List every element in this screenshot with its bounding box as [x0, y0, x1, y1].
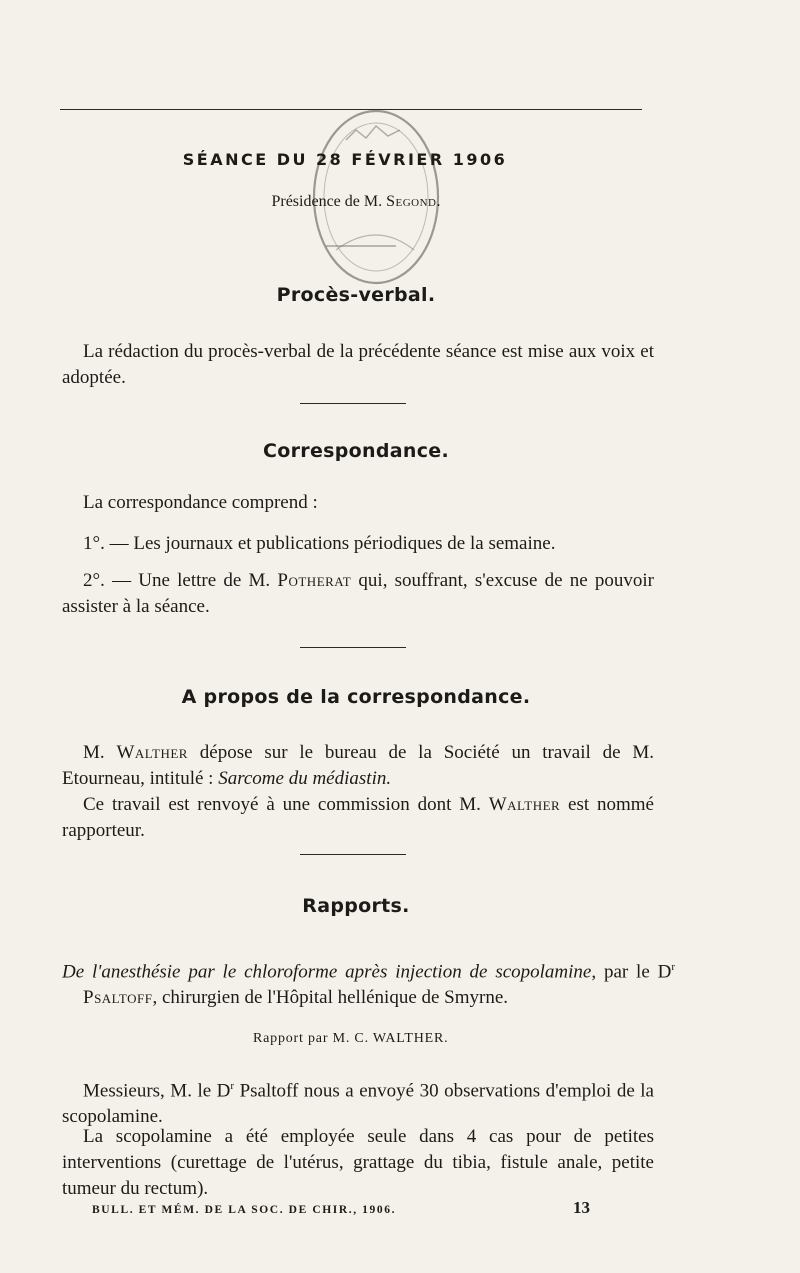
- work-title: Sarcome du médiastin.: [218, 768, 392, 789]
- presidence-prefix: Présidence de M.: [271, 193, 387, 210]
- section-title-rapports: Rapports.: [302, 895, 410, 917]
- correspondance-item-1: 1°. — Les journaux et publications périodiques de la semaine.: [83, 533, 556, 554]
- correspondance-item-2: [62, 568, 654, 620]
- report-title: De l'anesthésie par le chloroforme après injection de scopolamine,: [62, 961, 597, 983]
- rapport-p1-a: Messieurs, M. le D: [83, 1080, 231, 1102]
- a-propos-p2-name: Walther: [488, 794, 561, 815]
- folio-number: 13: [573, 1198, 590, 1217]
- proces-verbal-text: La rédaction du procès-verbal de la précédente séance est mise aux voix et adoptée.: [62, 341, 654, 388]
- section-title-correspondance: Correspondance.: [263, 440, 449, 462]
- a-propos-paragraph-2: [62, 792, 654, 844]
- report-author-name: Psaltoff: [83, 987, 153, 1009]
- section-title-proces-verbal: Procès-verbal.: [276, 284, 436, 306]
- a-propos-p2-a: Ce travail est renvoyé à une commission dont M.: [83, 794, 489, 815]
- item2-text-a: 2°. — Une lettre de M.: [83, 570, 278, 591]
- section-divider: [300, 854, 406, 855]
- section-divider: [300, 647, 406, 648]
- section-title-a-propos: A propos de la correspondance.: [181, 686, 531, 708]
- president-name: Segond: [386, 193, 437, 210]
- rapport-p1-b: Psaltoff nous a envoyé 30 observations d'emploi de la scopolamine.: [62, 1080, 654, 1128]
- a-propos-paragraph-1: [62, 740, 654, 792]
- report-title-block: [62, 954, 675, 1011]
- a-propos-p1-b: dépose sur le bureau de la Société un travail de M. Etourneau, intitulé :: [62, 742, 654, 789]
- report-by-a: par le D: [603, 961, 672, 983]
- item2-text-b: qui, souffrant, s'excuse de ne pouvoir assister à la séance.: [62, 570, 654, 617]
- seance-title: SÉANCE DU 28 FÉVRIER 1906: [182, 150, 508, 169]
- footer-citation: BULL. ET MÉM. DE LA SOC. DE CHIR., 1906.: [92, 1204, 397, 1216]
- a-propos-p2-b: est nommé rapporteur.: [62, 794, 654, 841]
- a-propos-p1-a: M.: [83, 742, 117, 763]
- report-by-sup: r: [671, 961, 675, 973]
- item2-name: Potherat: [277, 570, 352, 591]
- rapport-paragraph-2: La scopolamine a été employée seule dans 4 cas pour de petites interventions (curettage de l'utérus, grattage du tibia, fistule anale, petite tumeur du rectum).: [62, 1126, 654, 1199]
- correspondance-intro: La correspondance comprend :: [83, 492, 318, 513]
- report-by-b: , chirurgien de l'Hôpital hellénique de Smyrne.: [152, 987, 509, 1009]
- a-propos-p1-name: Walther: [116, 742, 188, 763]
- report-byline: Rapport par M. C. WALTHER.: [253, 1031, 449, 1046]
- presidence-line: [0, 193, 712, 211]
- rapport-paragraph-1: [62, 1073, 654, 1130]
- presidence-suffix: .: [436, 193, 441, 210]
- section-divider: [300, 403, 406, 404]
- rapport-p1-sup: r: [230, 1080, 235, 1092]
